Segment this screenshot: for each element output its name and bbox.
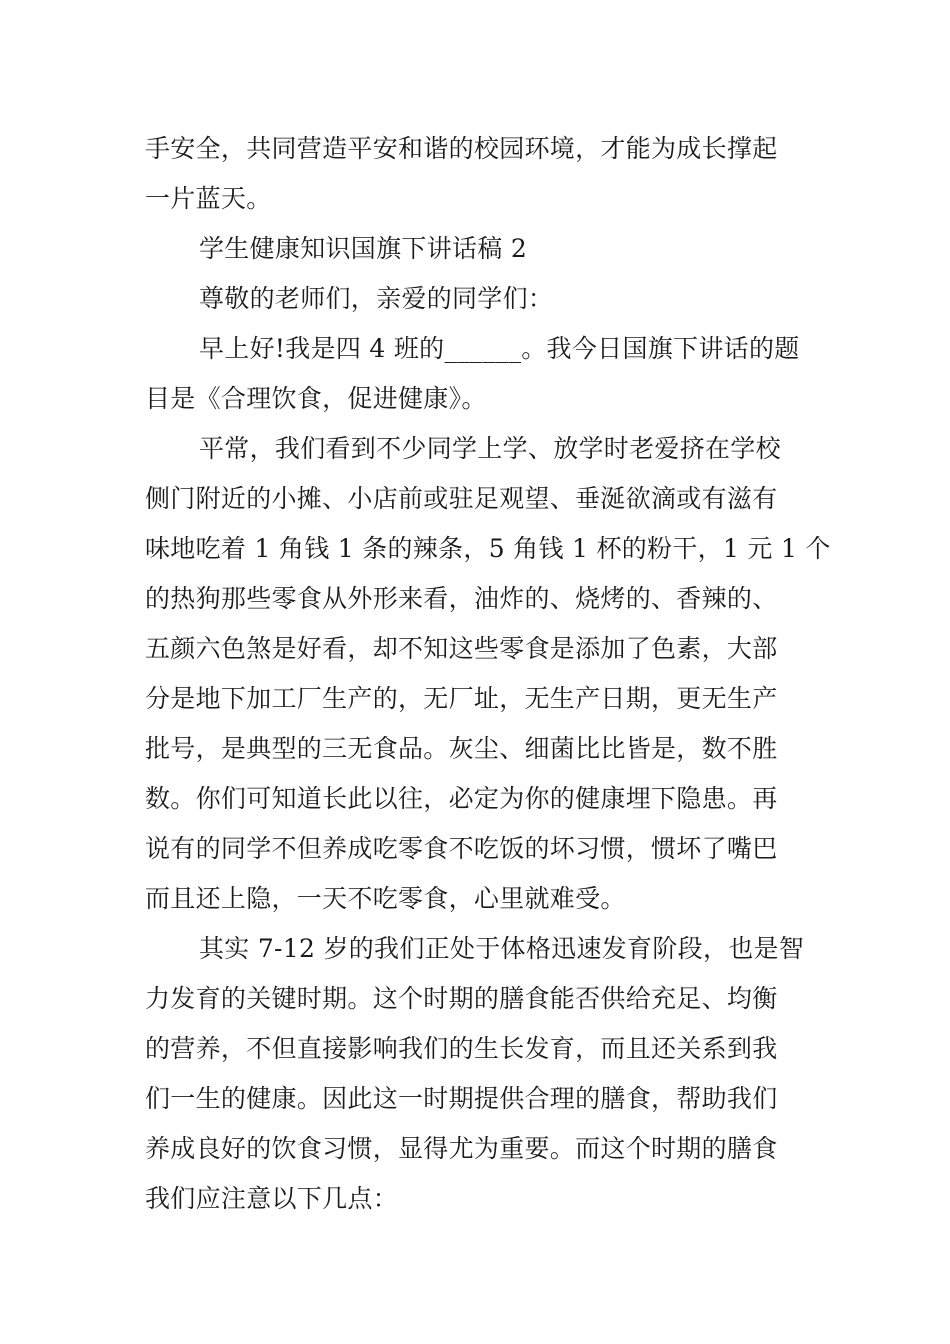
text-line-2: 一片蓝天。	[145, 184, 272, 213]
section-heading: 学生健康知识国旗下讲话稿 2	[199, 234, 528, 263]
text-line-20: 们一生的健康。因此这一时期提供合理的膳食，帮助我们	[145, 1084, 778, 1113]
text-line-7: 平常，我们看到不少同学上学、放学时老爱挤在学校	[199, 434, 781, 463]
text-line-21: 养成良好的饮食习惯，显得尤为重要。而这个时期的膳食	[145, 1134, 778, 1163]
text-line-16: 而且还上隐，一天不吃零食，心里就难受。	[145, 884, 626, 913]
salutation: 尊敬的老师们，亲爱的同学们：	[199, 284, 554, 313]
text-line-11: 五颜六色煞是好看，却不知这些零食是添加了色素，大部	[145, 634, 778, 663]
text-line-14: 数。你们可知道长此以往，必定为你的健康埋下隐患。再	[145, 784, 778, 813]
text-line-5: 早上好!我是四 4 班的______。我今日国旗下讲话的题	[199, 334, 800, 363]
text-line-13: 批号，是典型的三无食品。灰尘、细菌比比皆是，数不胜	[145, 734, 778, 763]
text-line-18: 力发育的关键时期。这个时期的膳食能否供给充足、均衡	[145, 984, 778, 1013]
text-line-8: 侧门附近的小摊、小店前或驻足观望、垂涎欲滴或有滋有	[145, 484, 778, 513]
text-line-9: 味地吃着 1 角钱 1 条的辣条，5 角钱 1 杯的粉干，1 元 1 个	[145, 534, 831, 563]
text-line-15: 说有的同学不但养成吃零食不吃饭的坏习惯，惯坏了嘴巴	[145, 834, 778, 863]
text-line-6: 目是《合理饮食，促进健康》。	[145, 384, 487, 413]
text-line-17: 其实 7-12 岁的我们正处于体格迅速发育阶段，也是智	[199, 934, 805, 963]
text-line-19: 的营养，不但直接影响我们的生长发育，而且还关系到我	[145, 1034, 778, 1063]
text-line-12: 分是地下加工厂生产的，无厂址，无生产日期，更无生产	[145, 684, 778, 713]
text-line-1: 手安全，共同营造平安和谐的校园环境，才能为成长撑起	[145, 134, 778, 163]
text-line-10: 的热狗那些零食从外形来看，油炸的、烧烤的、香辣的、	[145, 584, 778, 613]
text-line-22: 我们应注意以下几点：	[145, 1184, 399, 1213]
